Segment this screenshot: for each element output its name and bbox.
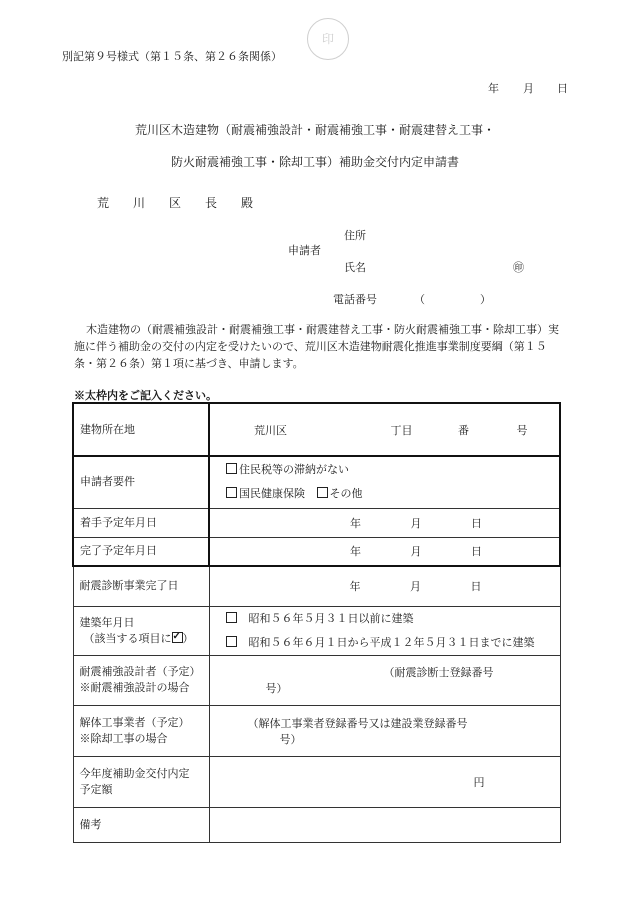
row-demolition (73, 705, 560, 756)
amount-label: 今年度補助金交付内定 予定額 (73, 756, 209, 807)
built-label: 建築年月日 （該当する項目に✓ ） (73, 606, 209, 655)
designer-field[interactable]: （耐震診断士登録番号 号） (209, 655, 560, 705)
date-month: 月 (523, 82, 534, 95)
phone-label: 電話番号 (333, 293, 377, 306)
title-line-2: 防火耐震補強工事・除却工事）補助金交付内定申請書 (170, 155, 459, 169)
checkbox[interactable] (226, 463, 237, 474)
date-year: 年 (488, 82, 499, 95)
checkbox[interactable] (226, 636, 237, 647)
row-start-date (73, 508, 560, 537)
chome-text: 丁目 (390, 423, 413, 437)
form-reference: 別記第９号様式（第１５条、第２６条関係） (62, 50, 282, 63)
amount-field[interactable]: 円 (209, 756, 560, 807)
row-built-date (73, 606, 560, 655)
finish-date-field[interactable]: 年 月 日 (209, 537, 560, 566)
diagnosis-label: 耐震診断事業完了日 (73, 566, 209, 606)
row-location (73, 403, 560, 456)
location-label: 建物所在地 (73, 403, 209, 456)
addressee: 荒 川 区 長 殿 (97, 196, 254, 210)
check-mark-icon (172, 632, 183, 643)
demolition-label: 解体工事業者（予定） ※除却工事の場合 (73, 705, 209, 756)
demolition-field[interactable]: （解体工事業者登録番号又は建設業登録番号 号） (209, 705, 560, 756)
start-date-label: 着手予定年月日 (73, 508, 209, 537)
fill-note: ※太枠内をご記入ください。 (74, 389, 217, 402)
row-diagnosis-date (73, 566, 560, 606)
seal-stamp: 印 (307, 18, 349, 60)
location-field[interactable] (209, 403, 560, 456)
ward-text: 荒川区 (254, 423, 287, 437)
built-option-2[interactable]: 昭和５６年６月１日から平成１２年５月３１日までに建築 (226, 631, 554, 655)
go-text: 号 (516, 423, 528, 437)
requirement-option-2[interactable]: 国民健康保険 (226, 487, 305, 500)
address-label: 住所 (344, 229, 366, 242)
diagnosis-field[interactable]: 年 月 日 (209, 566, 560, 606)
applicant-label: 申請者 (288, 244, 321, 257)
requirements-label: 申請者要件 (73, 456, 209, 508)
ban-text: 番 (458, 423, 469, 437)
row-requirements (73, 456, 560, 508)
requirements-field (209, 456, 560, 508)
title-line-1: 荒川区木造建物（耐震補強設計・耐震補強工事・耐震建替え工事・ (134, 123, 495, 137)
row-amount (73, 756, 560, 807)
personal-seal-mark: ㊞ (513, 261, 524, 274)
remarks-label: 備考 (73, 807, 209, 842)
finish-date-label: 完了予定年月日 (73, 537, 209, 566)
checkbox[interactable] (226, 487, 237, 498)
row-remarks (73, 807, 560, 842)
name-label: 氏名 (344, 261, 366, 274)
built-field (209, 606, 560, 655)
built-option-1[interactable]: 昭和５６年５月３１日以前に建築 (226, 607, 554, 631)
date-day: 日 (557, 82, 568, 95)
application-body: 木造建物の（耐震補強設計・耐震補強工事・耐震建替え工事・防火耐震補強工事・除却工事）実施に伴う補助金の交付の内定を受けたいので、荒川区木造建物耐震化推進事業制度要綱（第１５条・第２６条）第１項に基づき、申請します。 (74, 323, 559, 370)
start-date-field[interactable]: 年 月 日 (209, 508, 560, 537)
checkbox[interactable] (226, 612, 237, 623)
phone-paren: （ ） (414, 293, 491, 306)
designer-label: 耐震補強設計者（予定） ※耐震補強設計の場合 (73, 655, 209, 705)
row-finish-date (73, 537, 560, 566)
row-designer (73, 655, 560, 705)
checkbox[interactable] (317, 487, 328, 498)
requirement-option-1[interactable]: 住民税等の滞納がない (226, 458, 553, 482)
application-table (72, 402, 561, 843)
remarks-field[interactable] (209, 807, 560, 842)
requirement-option-3[interactable]: その他 (317, 487, 363, 500)
